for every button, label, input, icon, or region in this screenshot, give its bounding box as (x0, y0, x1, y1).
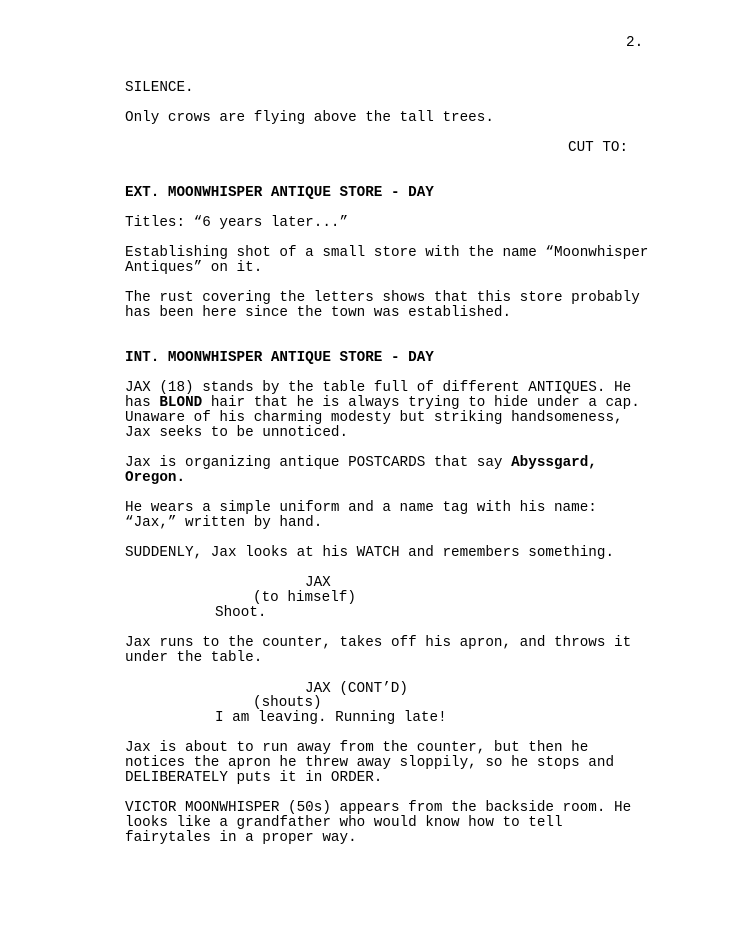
action-jax-line-4: Jax seeks to be unnoticed. (125, 425, 349, 441)
action-uniform-line-2: “Jax,” written by hand. (125, 515, 323, 531)
action-uniform-line-1: He wears a simple uniform and a name tag with his name: (125, 500, 597, 516)
text-fragment: hair that he is always trying to hide under a cap. (202, 395, 640, 411)
scene-heading-int: INT. MOONWHISPER ANTIQUE STORE - DAY (125, 350, 434, 366)
character-cue-jax-contd: JAX (CONT’D) (305, 681, 408, 697)
text-fragment: Jax is organizing antique POSTCARDS that say (125, 455, 512, 471)
emphasis-abyssgard: Abyssgard, (511, 455, 597, 471)
action-victor-line-3: fairytales in a proper way. (125, 830, 357, 846)
dialogue-shoot: Shoot. (215, 605, 267, 621)
action-victor-line-1: VICTOR MOONWHISPER (50s) appears from the backside room. He (125, 800, 632, 816)
action-silence: SILENCE. (125, 80, 194, 96)
action-victor-line-2: looks like a grandfather who would know how to tell (125, 815, 563, 831)
scene-heading-ext: EXT. MOONWHISPER ANTIQUE STORE - DAY (125, 185, 434, 201)
action-jax-line-1: JAX (18) stands by the table full of different ANTIQUES. He (125, 380, 632, 396)
transition-cut-to: CUT TO: (568, 140, 629, 156)
parenthetical-shouts: (shouts) (253, 695, 322, 711)
action-organizing-line-1 (125, 456, 597, 471)
emphasis-blond: BLOND (159, 395, 203, 411)
action-about-line-3: DELIBERATELY puts it in ORDER. (125, 770, 383, 786)
dialogue-leaving: I am leaving. Running late! (215, 710, 447, 726)
action-establishing-line-1: Establishing shot of a small store with the name “Moonwhisper (125, 245, 649, 261)
action-suddenly: SUDDENLY, Jax looks at his WATCH and remembers something. (125, 545, 615, 561)
action-runs-line-2: under the table. (125, 650, 263, 666)
action-rust-line-2: has been here since the town was established. (125, 305, 512, 321)
parenthetical-to-himself: (to himself) (253, 590, 356, 606)
action-jax-line-3: Unaware of his charming modesty but striking handsomeness, (125, 410, 623, 426)
action-organizing-line-2: Oregon. (125, 470, 186, 486)
action-crows: Only crows are flying above the tall trees. (125, 110, 494, 126)
action-about-line-1: Jax is about to run away from the counter, but then he (125, 740, 589, 756)
character-cue-jax: JAX (305, 575, 331, 591)
action-rust-line-1: The rust covering the letters shows that this store probably (125, 290, 640, 306)
action-establishing-line-2: Antiques” on it. (125, 260, 263, 276)
page-number: 2. (626, 35, 644, 51)
action-runs-line-1: Jax runs to the counter, takes off his apron, and throws it (125, 635, 632, 651)
action-titles: Titles: “6 years later...” (125, 215, 349, 231)
action-jax-line-2 (125, 396, 640, 411)
text-fragment: has (125, 395, 160, 411)
action-about-line-2: notices the apron he threw away sloppily, so he stops and (125, 755, 615, 771)
